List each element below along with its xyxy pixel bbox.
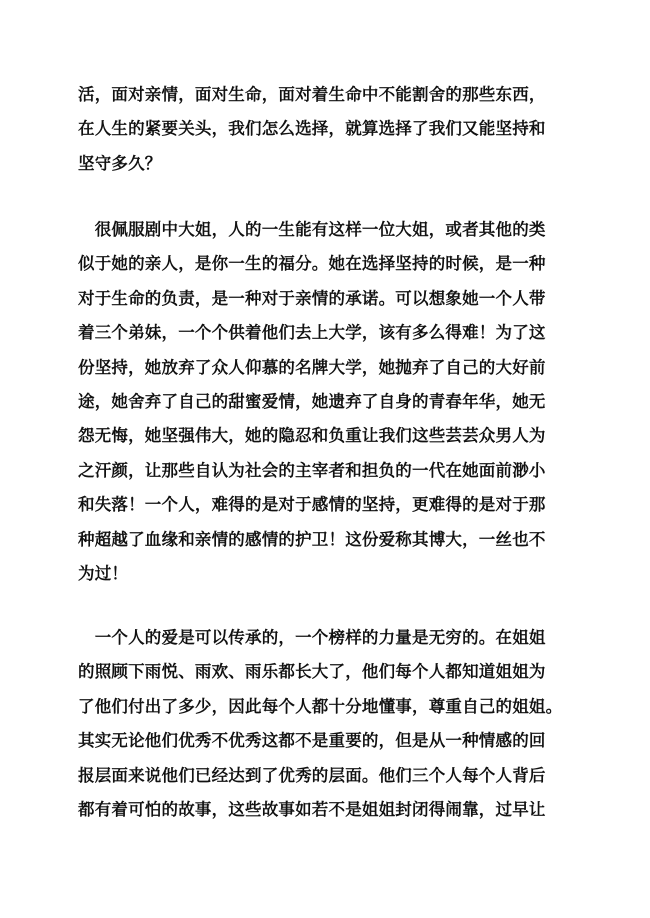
text-line: 途，她舍弃了自己的甜蜜爱情，她遗弃了自身的青春年华，她无 (78, 391, 546, 411)
text-line: 在人生的紧要关头，我们怎么选择，就算选择了我们又能坚持和 (78, 119, 546, 139)
text-line: 份坚持，她放弃了众人仰慕的名牌大学，她抛弃了自己的大好前 (78, 357, 546, 377)
text-line: 活，面对亲情，面对生命，面对着生命中不能割舍的那些东西， (78, 85, 546, 104)
paragraph-3 (78, 621, 578, 827)
text-line: 种超越了血缘和亲情的感情的护卫！这份爱称其博大，一丝也不 (78, 529, 546, 549)
text-line: 很佩服剧中大姐，人的一生能有这样一位大姐，或者其他的类 (78, 220, 546, 239)
text-line: 似于她的亲人，是你一生的福分。她在选择坚持的时候，是一种 (78, 254, 546, 274)
text-line: 一个人的爱是可以传承的，一个榜样的力量是无穷的。在姐姐 (78, 628, 546, 647)
paragraph-2 (78, 213, 578, 591)
text-line: 了他们付出了多少，因此每个人都十分地懂事，尊重自己的姐姐。 (78, 696, 563, 716)
text-line: 其实无论他们优秀不优秀这都不是重要的，但是从一种情感的回 (78, 731, 546, 751)
paragraph-1 (78, 78, 578, 181)
text-line: 报层面来说他们已经达到了优秀的层面。他们三个人每个人背后 (78, 765, 546, 785)
text-line: 的照顾下雨悦、雨欢、雨乐都长大了，他们每个人都知道姐姐为 (78, 662, 546, 682)
text-line: 怨无悔，她坚强伟大，她的隐忍和负重让我们这些芸芸众男人为 (78, 426, 546, 446)
text-line: 之汗颜，让那些自认为社会的主宰者和担负的一代在她面前渺小 (78, 460, 546, 480)
text-line: 着三个弟妹，一个个供着他们去上大学，该有多么得难！为了这 (78, 323, 546, 343)
text-line: 都有着可怕的故事，这些故事如若不是姐姐封闭得闹靠，过早让 (78, 799, 546, 819)
text-line: 对于生命的负责，是一种对于亲情的承诺。可以想象她一个人带 (78, 288, 546, 308)
text-line: 为过！ (78, 563, 129, 583)
text-line: 和失落！一个人，难得的是对于感情的坚持，更难得的是对于那 (78, 495, 546, 515)
text-line: 坚守多久？ (78, 153, 162, 173)
